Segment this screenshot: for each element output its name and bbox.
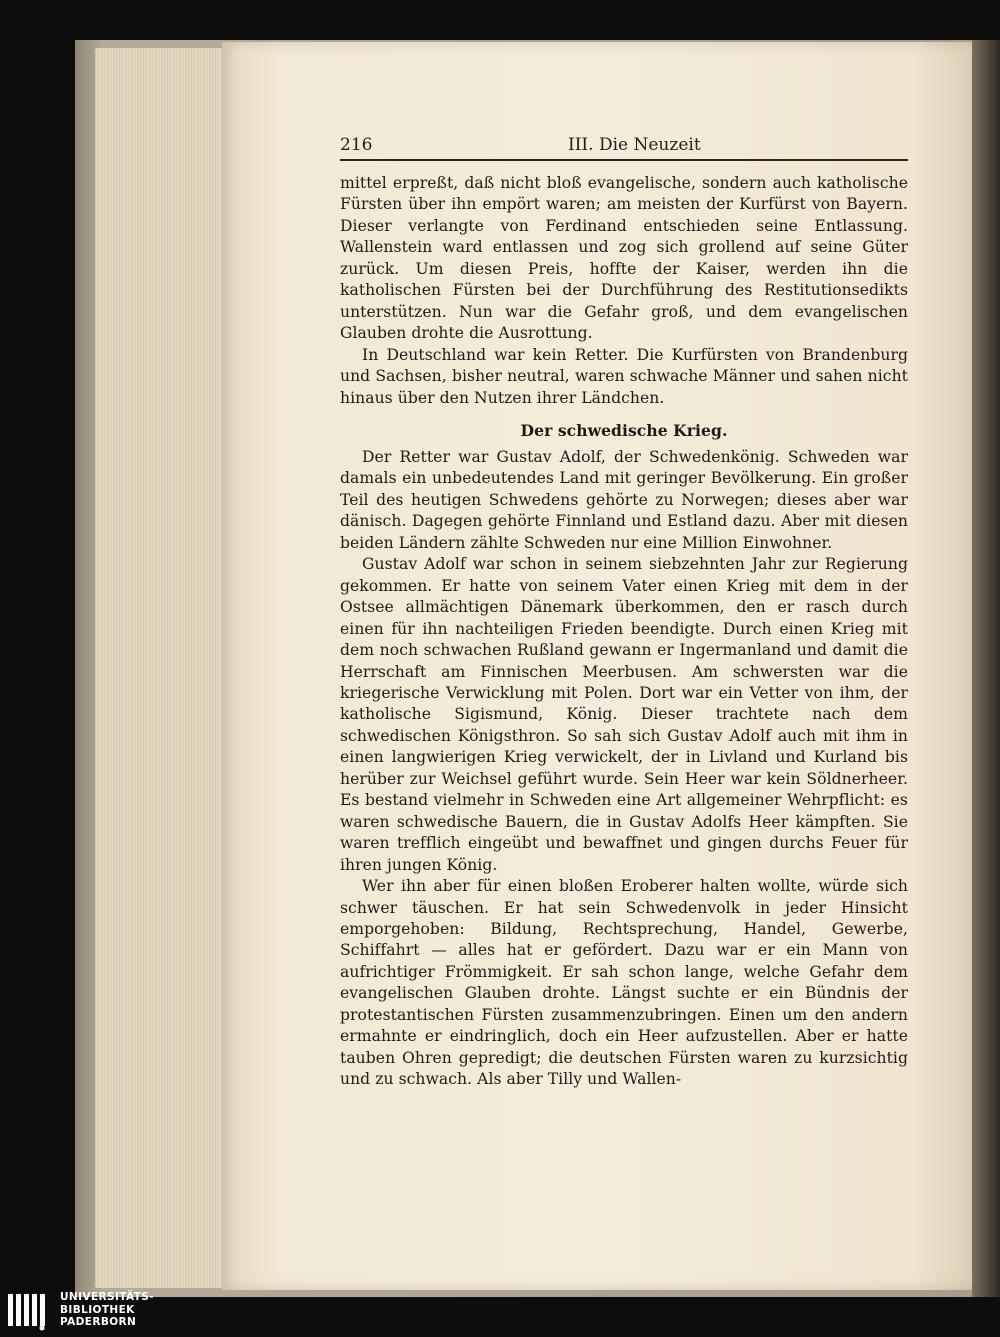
paragraph: Der Retter war Gustav Adolf, der Schwedenkönig. Schweden war damals ein unbedeutendes Land mit geringer Bevölkerung. Ein großer Teil des heutigen Schwedens gehörte zu Norwegen; dieses aber war dänisch. Dagegen gehörte Finnland und Estland dazu. Aber mit diesen beiden Ländern zählte Schweden nur eine Million Einwohner. (340, 447, 908, 552)
page-edges (95, 48, 225, 1288)
paragraph: In Deutschland war kein Retter. Die Kurfürsten von Brandenburg und Sachsen, bisher neutral, waren schwache Männer und sahen nicht hinaus über den Nutzen ihrer Ländchen. (340, 345, 908, 407)
paragraph: Wer ihn aber für einen bloßen Eroberer halten wollte, würde sich schwer täuschen. Er hat sein Schwedenvolk in jeder Hinsicht emporgehoben: Bildung, Rechtsprechung, Handel, Gewerbe, Schiffahrt — alles hat er gefördert. Dazu war er ein Mann von aufrichtiger Frömmigkeit. Er sah schon lange, welche Gefahr dem evangelischen Glauben drohte. Längst suchte er ein Bündnis der protestantischen Fürsten zusammenzubringen. Einen um den andern ermahnte er eindringlich, doch ein Heer aufzustellen. Aber er hatte tauben Ohren gepredigt; die deutschen Fürsten waren zu kurzsichtig und zu schwach. Als aber Tilly und Wallen- (340, 877, 908, 1089)
paragraph: Gustav Adolf war schon in seinem siebzehnten Jahr zur Regierung gekommen. Er hatte von seinem Vater einen Krieg mit dem in der Ostsee allmächtigen Dänemark überkommen, den er rasch durch einen für ihn nachteiligen Frieden beendigte. Durch einen Krieg mit dem noch schwachen Rußland gewann er Ingermanland und damit die Herrschaft am Finnischen Meerbusen. Am schwersten war die kriegerische Verwicklung mit Polen. Dort war ein Vetter von ihm, der katholische Sigismund, König. Dieser trachtete nach dem schwedischen Königsthron. So sah sich Gustav Adolf auch mit ihm in einen langwierigen Krieg verwickelt, der in Livland und Kurland bis herüber zur Weichsel geführt wurde. Sein Heer war kein Söldnerheer. Es bestand vielmehr in Schweden eine Art allgemeiner Wehrpflicht: es waren schwedische Bauern, die in Gustav Adolfs Heer kämpften. Sie waren trefflich eingeübt und bewaffnet und gingen durchs Feuer für ihren jungen König. (340, 555, 908, 874)
library-logo (4, 1289, 204, 1333)
running-title: III. Die Neuzeit (568, 135, 701, 155)
paragraph-continued: mittel erpreßt, daß nicht bloß evangelische, sondern auch katholische Fürsten über ihn empört waren; am meisten der Kurfürst von Bayern. Dieser verlangte von Ferdinand entschieden seine Entlassung. Wallenstein ward entlassen und zog sich grollend auf seine Güter zurück. Um diesen Preis, hoffte der Kaiser, werden ihn die katholischen Fürsten bei der Durchführung des Restitutionsedikts unterstützen. Nun war die Gefahr groß, und dem evangelischen Glauben drohte die Ausrottung. (340, 174, 908, 343)
library-logo-text: UNIVERSITÄTS- BIBLIOTHEK PADERBORN (60, 1291, 155, 1329)
body-text (340, 173, 908, 1091)
page-number: 216 (340, 135, 373, 155)
facing-page-edge (972, 40, 1000, 1297)
library-logo-icon (6, 1291, 50, 1331)
page-header (340, 133, 908, 161)
section-heading: Der schwedische Krieg. (520, 420, 728, 440)
